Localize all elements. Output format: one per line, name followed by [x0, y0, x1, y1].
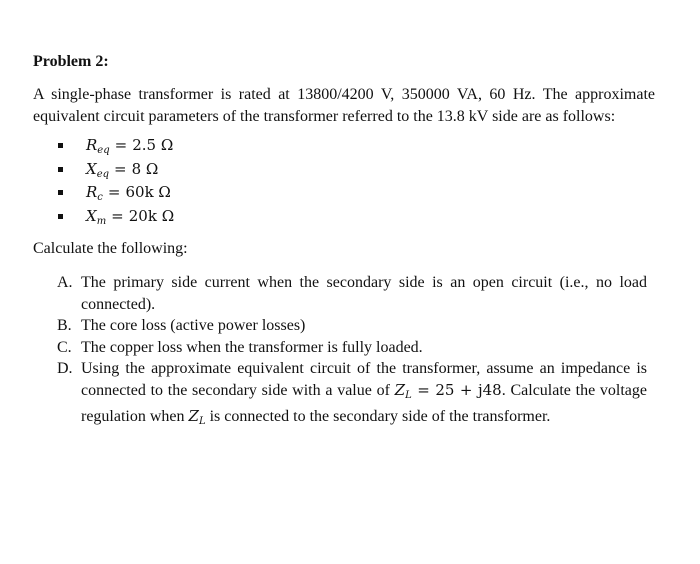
- parameter-item: [58, 158, 174, 182]
- impedance-subscript: L: [405, 389, 412, 401]
- parameter-subscript: eq: [97, 145, 110, 156]
- parameter-value: 60k Ω: [125, 183, 171, 201]
- impedance-subscript: L: [198, 416, 206, 427]
- parameter-subscript: c: [97, 192, 103, 203]
- task-text: . Calculate the voltage regulation when: [81, 381, 648, 425]
- load-impedance-expression: [395, 381, 502, 399]
- task-text: is connected to the secondary side of the transformer.: [209, 408, 551, 425]
- parameter-operator: =: [114, 136, 128, 154]
- load-impedance-symbol: [189, 407, 206, 425]
- bullet-icon: [58, 143, 63, 148]
- calculate-label: Calculate the following:: [33, 240, 188, 257]
- parameter-item: [58, 181, 174, 205]
- parameter-operator: =: [111, 206, 124, 225]
- task-item-c: [57, 337, 647, 359]
- task-item-b: [57, 315, 647, 337]
- parameter-subscript: m: [96, 215, 107, 227]
- parameter-list: [58, 134, 174, 228]
- task-item-a: [57, 272, 647, 315]
- parameter-symbol: R: [86, 183, 98, 201]
- parameter-item: [58, 134, 174, 158]
- problem-intro: A single-phase transformer is rated at 13800/4200 V, 350000 VA, 60 Hz. The approximate equivalent circuit parameters of the transformer referred to the 13.8 kV side are as follows:: [33, 86, 655, 125]
- parameter-value: 20k Ω: [128, 206, 175, 225]
- task-letter: B.: [57, 317, 72, 334]
- parameter-symbol: R: [86, 136, 98, 154]
- task-text: The core loss (active power losses): [81, 317, 306, 334]
- bullet-icon: [58, 167, 63, 172]
- parameter-subscript: eq: [96, 168, 110, 180]
- parameter-symbol: X: [86, 159, 97, 178]
- bullet-icon: [58, 214, 63, 219]
- bullet-icon: [58, 190, 63, 195]
- task-text: The copper loss when the transformer is fully loaded.: [81, 338, 423, 356]
- parameter-value: 8 Ω: [131, 159, 159, 178]
- impedance-symbol: Z: [188, 407, 199, 425]
- parameter-item: [58, 205, 174, 229]
- task-letter: A.: [57, 274, 73, 291]
- parameter-operator: =: [107, 183, 121, 201]
- impedance-symbol: Z: [394, 380, 406, 399]
- parameter-symbol: X: [86, 206, 97, 225]
- task-letter: D.: [57, 360, 73, 377]
- parameter-value: 2.5 Ω: [132, 136, 174, 154]
- impedance-value: = 25 + j48: [417, 380, 502, 399]
- task-list: [57, 272, 647, 433]
- task-item-d: [57, 358, 647, 433]
- task-letter: C.: [57, 338, 72, 356]
- task-text: Using the approximate equivalent circuit of the transformer, assume an impedance is connected to the secondary side with a value of: [81, 360, 647, 399]
- task-text: The primary side current when the secondary side is an open circuit (i.e., no load connected).: [81, 274, 647, 313]
- problem-title: Problem 2:: [33, 53, 109, 70]
- parameter-operator: =: [114, 159, 127, 178]
